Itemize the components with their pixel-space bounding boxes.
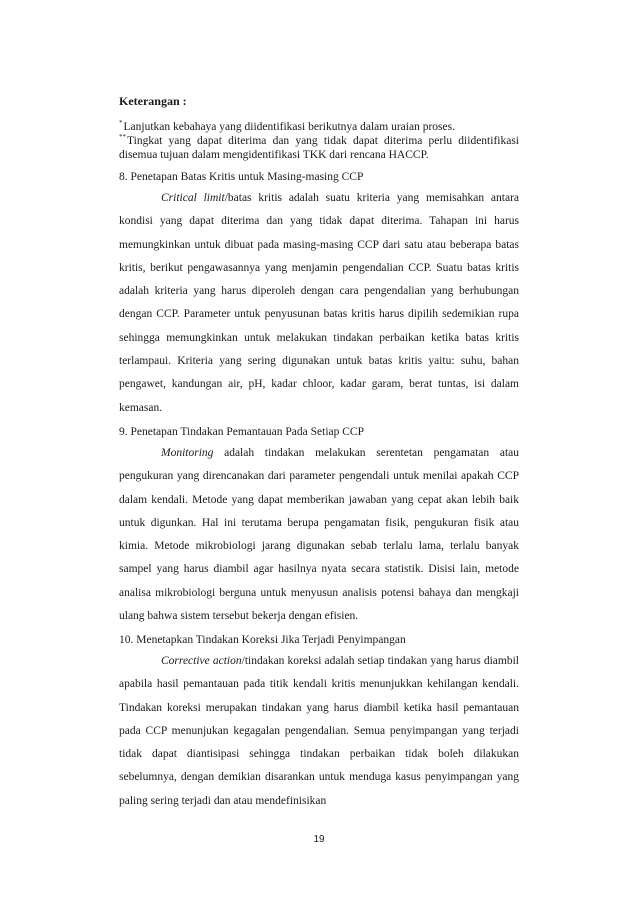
section-8-paragraph (119, 187, 519, 420)
footnote-2 (119, 130, 519, 162)
section-8-body: /batas kritis adalah suatu kriteria yang memisahkan antara kondisi yang dapat diterima dan yang tidak dapat diterima. Tahapan ini harus memungkinkan untuk dibuat pada masing-masing CCP dari satu atau beberapa batas kritis, berikut pengawasannya yang menjamin pengendalian CCP. Suatu batas kritis adalah kriteria yang harus diperoleh dengan cara pengendalian yang berhubungan dengan CCP. Parameter untuk penyusunan batas kritis harus dipilih sedemikian rupa sehingga memungkinkan untuk melakukan tindakan perbaikan ketika batas kritis terlampaui. Kriteria yang sering digunakan untuk batas kritis yaitu: suhu, bahan pengawet, kandungan air, pH, kadar chloor, kadar garam, berat tuntas, isi dalam kemasan. (119, 192, 520, 414)
section-9-paragraph (119, 442, 519, 628)
keterangan-heading: Keterangan : (119, 94, 187, 108)
footnote-1-mark: * (119, 119, 123, 127)
footnote-2-mark: ** (119, 133, 126, 141)
section-10-title: 10. Menetapkan Tindakan Koreksi Jika Terjadi Penyimpangan (119, 634, 406, 646)
section-8-term: Critical limit (161, 192, 225, 204)
section-10-paragraph (119, 650, 519, 813)
footnote-2-text: Tingkat yang dapat diterima dan yang tidak dapat diterima perlu diidentifikasi disemua tujuan dalam mengidentifikasi TKK dari rencana HACCP. (119, 135, 519, 161)
section-10-term: Corrective action (161, 655, 242, 667)
section-9-body: adalah tindakan melakukan serentetan pengamatan atau pengukuran yang direncanakan dari parameter pengendali untuk menilai apakah CCP dalam kendali. Metode yang dapat memberikan jawaban yang cepat akan lebih baik untuk digunkan. Hal ini terutama berupa pengamatan fisik, pengukuran fisik atau kimia. Metode mikrobiologi jarang digunakan sebab terlalu lama, terlalu banyak sampel yang harus diambil agar hasilnya nyata secara statistik. Disisi lain, metode analisa mikrobiologi berguna untuk menyusun analisis potensi bahaya dan mengkaji ulang bahwa sistem tersebut bekerja dengan efisien. (119, 447, 519, 623)
section-9-term: Monitoring (161, 447, 214, 459)
page-number: 19 (313, 834, 325, 845)
section-10-body: /tindakan koreksi adalah setiap tindakan yang harus diambil apabila hasil pemantauan pada titik kendali kritis menunjukkan kehilangan kendali. Tindakan koreksi merupakan tindakan yang harus diambil ketika hasil pemantauan pada CCP menunjukan kegagalan pengendalian. Semua penyimpangan yang terjadi tidak dapat diantisipasi sehingga tindakan perbaikan tidak boleh dilakukan sebelumnya, dengan demikian disarankan untuk menduga kasus penyimpangan yang paling sering terjadi dan atau mendefinisikan (119, 655, 519, 807)
section-9-title: 9. Penetapan Tindakan Pemantauan Pada Setiap CCP (119, 426, 364, 438)
footnote-1-text: Lanjutkan kebahaya yang diidentifikasi berikutnya dalam uraian proses. (123, 121, 455, 133)
section-8-title: 8. Penetapan Batas Kritis untuk Masing-masing CCP (119, 171, 364, 183)
